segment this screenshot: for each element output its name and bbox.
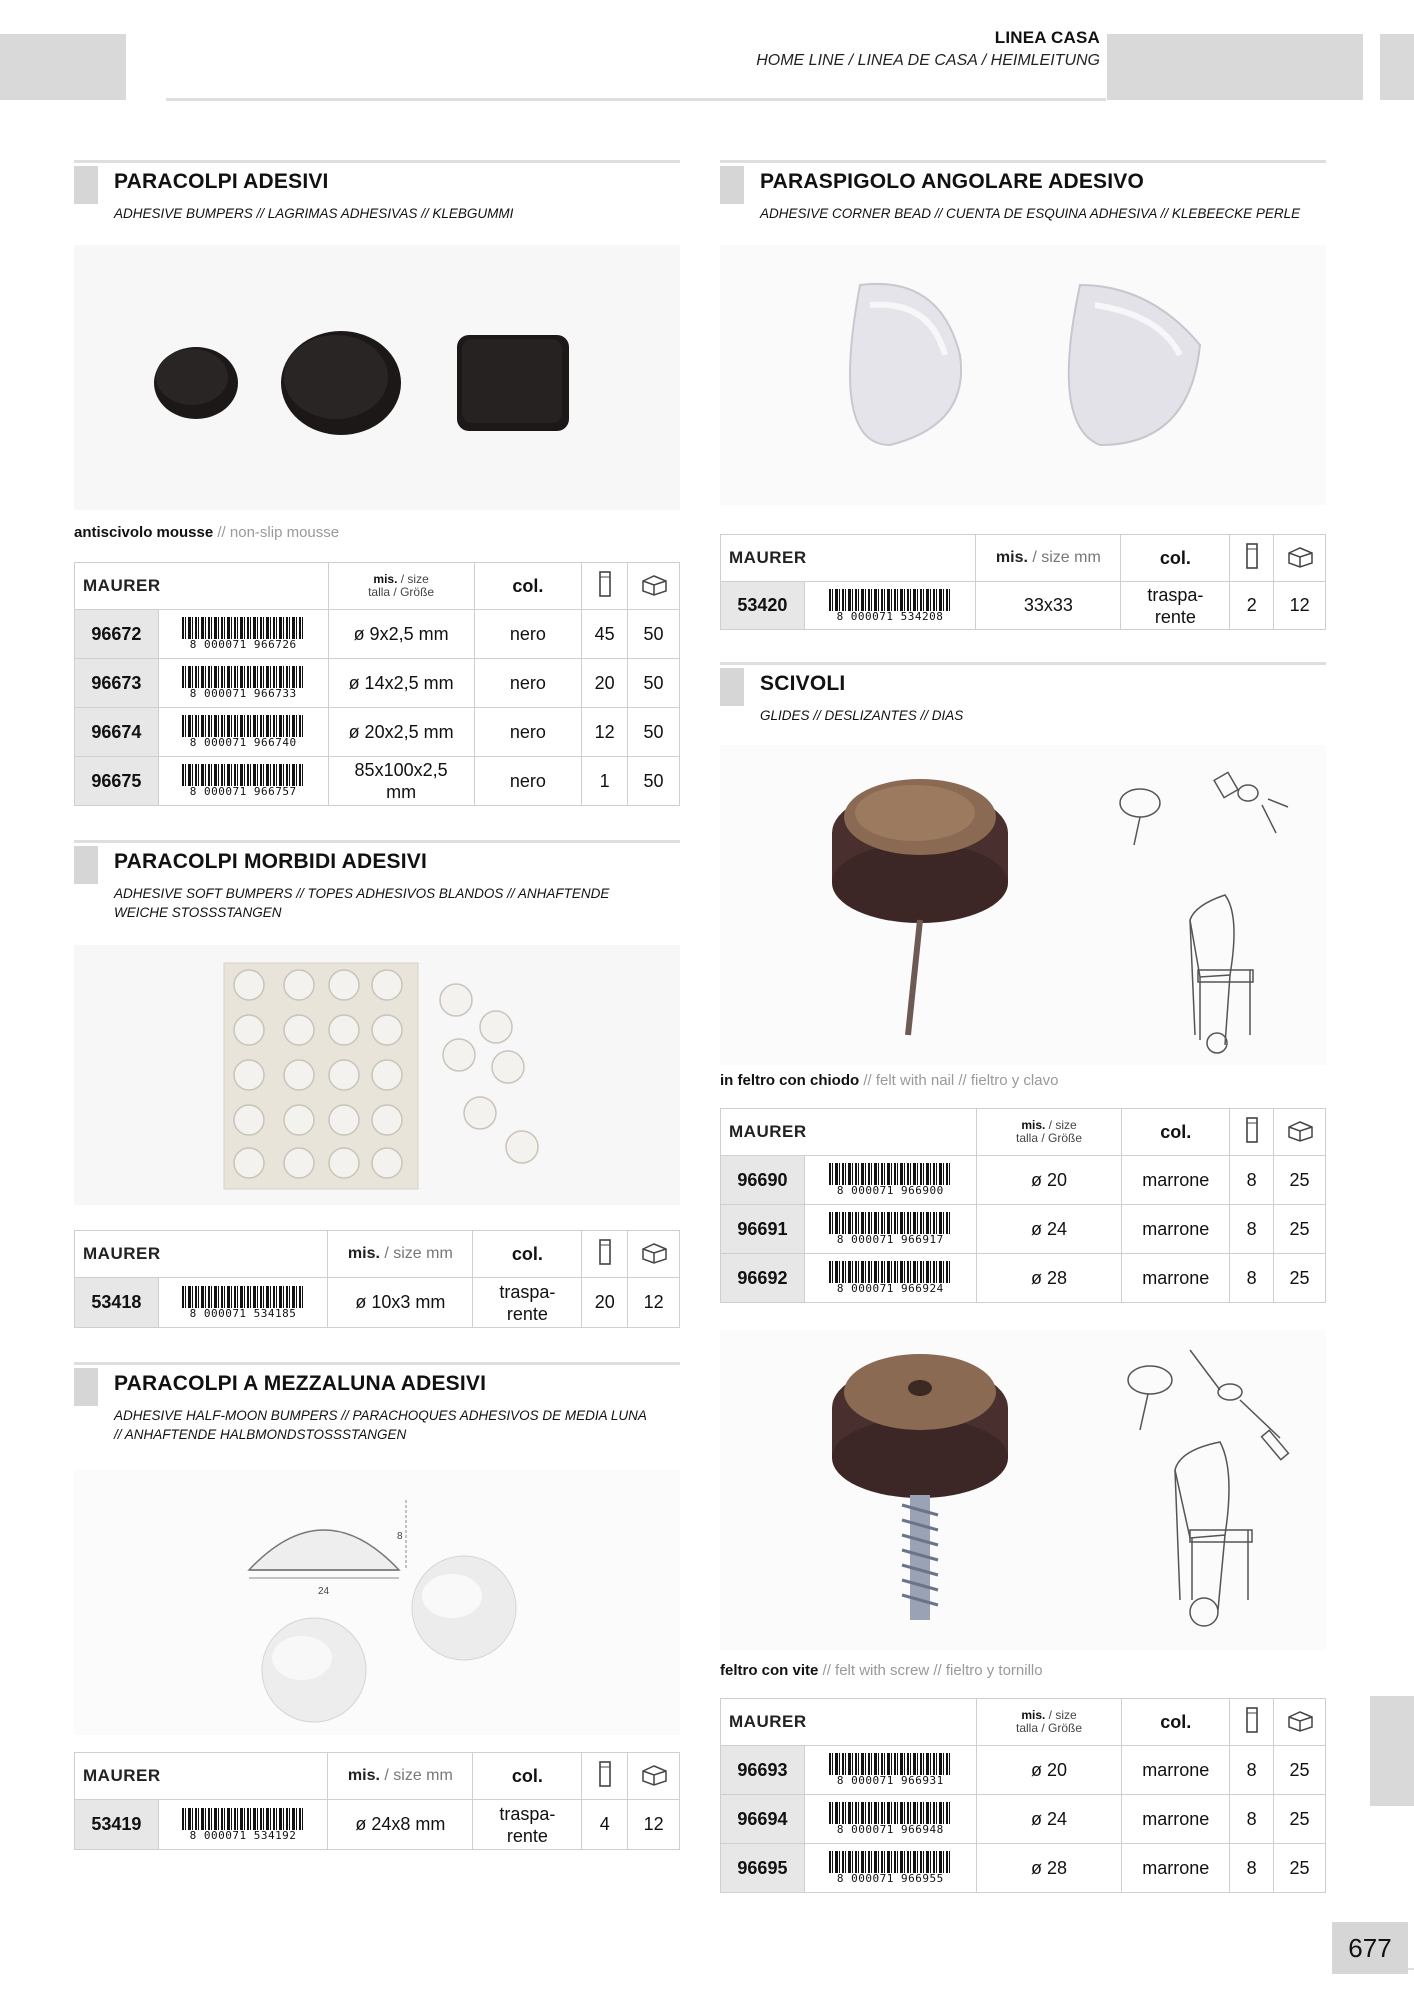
section-subtitle: ADHESIVE SOFT BUMPERS // TOPES ADHESIVOS BLANDOS // ANHAFTENDE WEICHE STOSSSTANGEN	[114, 886, 610, 920]
product-code: 96695	[721, 1844, 805, 1893]
color-header: col.	[473, 1753, 582, 1800]
product-code: 53420	[721, 582, 805, 630]
box-pack-icon	[628, 563, 680, 610]
product-image-corner-bead	[720, 245, 1326, 505]
section-marker	[74, 846, 98, 884]
product-image-bumpers	[74, 245, 680, 510]
section-title: SCIVOLI	[760, 672, 846, 695]
brand-logo: MAURER	[75, 1753, 328, 1800]
barcode: 8 000071 966757	[158, 757, 328, 806]
product-code: 96674	[75, 708, 159, 757]
section-subtitle: ADHESIVE CORNER BEAD // CUENTA DE ESQUINA ADHESIVA // KLEBEECKE PERLE	[760, 206, 1301, 221]
section-subtitle: ADHESIVE BUMPERS // LAGRIMAS ADHESIVAS // KLEBGUMMI	[114, 206, 514, 221]
section-half-moon-bumpers	[74, 1362, 680, 1442]
color-cell: nero	[474, 708, 582, 757]
barcode: 8 000071 966733	[158, 659, 328, 708]
section-glides	[720, 662, 1326, 742]
barcode: 8 000071 966740	[158, 708, 328, 757]
box-pack-icon	[1274, 535, 1326, 582]
caption-translation: // felt with screw // fieltro y tornillo	[818, 1662, 1043, 1679]
color-header: col.	[473, 1231, 582, 1278]
header-rule	[166, 98, 1106, 101]
box-qty-cell: 12	[628, 1278, 680, 1328]
table-row	[721, 1205, 1326, 1254]
unit-qty-cell: 8	[1230, 1205, 1274, 1254]
corner-bead-illustration	[720, 245, 1326, 505]
unit-pack-icon	[1230, 1109, 1274, 1156]
table-row	[721, 1844, 1326, 1893]
unit-qty-cell: 12	[582, 708, 628, 757]
barcode: 8 000071 966924	[804, 1254, 976, 1303]
color-cell: nero	[474, 610, 582, 659]
glide-nail-illustration	[720, 745, 1326, 1065]
barcode: 8 000071 966948	[804, 1795, 976, 1844]
table-row	[75, 659, 680, 708]
section-corner-bead	[720, 160, 1326, 240]
color-cell: traspa-rente	[473, 1800, 582, 1850]
size-cell: ø 24x8 mm	[328, 1800, 473, 1850]
color-cell: marrone	[1122, 1844, 1230, 1893]
product-image-soft-bumpers	[74, 945, 680, 1205]
product-code: 96672	[75, 610, 159, 659]
size-cell: ø 14x2,5 mm	[328, 659, 474, 708]
color-header: col.	[1122, 1699, 1230, 1746]
size-header: mis. / size mm	[976, 535, 1121, 582]
barcode: 8 000071 534192	[158, 1800, 328, 1850]
size-header: mis. / size talla / Größe	[976, 1109, 1122, 1156]
unit-pack-icon	[1230, 535, 1274, 582]
table-row	[75, 1278, 680, 1328]
dim-height-label: 8	[397, 1531, 403, 1542]
unit-qty-cell: 45	[582, 610, 628, 659]
size-cell: ø 24	[976, 1205, 1122, 1254]
product-code: 96691	[721, 1205, 805, 1254]
box-pack-icon	[628, 1231, 680, 1278]
table-row	[721, 1156, 1326, 1205]
brand-logo: MAURER	[75, 1231, 328, 1278]
table-row	[75, 610, 680, 659]
size-cell: 33x33	[976, 582, 1121, 630]
color-cell: nero	[474, 757, 582, 806]
product-code: 96675	[75, 757, 159, 806]
side-tab	[1370, 1696, 1414, 1806]
box-qty-cell: 12	[628, 1800, 680, 1850]
unit-qty-cell: 4	[582, 1800, 628, 1850]
product-image-glide-nail	[720, 745, 1326, 1065]
caption-translation: // non-slip mousse	[213, 524, 340, 541]
caption-non-slip	[74, 524, 339, 541]
brand-logo: MAURER	[75, 563, 329, 610]
size-cell: 85x100x2,5 mm	[328, 757, 474, 806]
color-cell: nero	[474, 659, 582, 708]
box-qty-cell: 25	[1274, 1156, 1326, 1205]
box-pack-icon	[1274, 1699, 1326, 1746]
color-header: col.	[1121, 535, 1230, 582]
product-table-glides-screw	[720, 1698, 1326, 1893]
unit-pack-icon	[1230, 1699, 1274, 1746]
barcode: 8 000071 966726	[158, 610, 328, 659]
color-cell: traspa-rente	[473, 1278, 582, 1328]
product-table-bumpers	[74, 562, 680, 806]
product-code: 96692	[721, 1254, 805, 1303]
section-marker	[74, 166, 98, 204]
color-header: col.	[1122, 1109, 1230, 1156]
section-title: PARACOLPI MORBIDI ADESIVI	[114, 850, 428, 873]
product-code: 53419	[75, 1800, 159, 1850]
table-row	[75, 1800, 680, 1850]
barcode: 8 000071 966917	[804, 1205, 976, 1254]
color-cell: marrone	[1122, 1254, 1230, 1303]
size-cell: ø 28	[976, 1844, 1122, 1893]
unit-qty-cell: 1	[582, 757, 628, 806]
box-qty-cell: 50	[628, 757, 680, 806]
product-code: 96673	[75, 659, 159, 708]
size-header: mis. / size mm	[328, 1231, 473, 1278]
unit-qty-cell: 8	[1230, 1156, 1274, 1205]
box-pack-icon	[1274, 1109, 1326, 1156]
header-right-block	[1107, 34, 1363, 100]
section-marker	[720, 668, 744, 706]
color-header: col.	[474, 563, 582, 610]
barcode: 8 000071 534208	[804, 582, 976, 630]
product-image-glide-screw	[720, 1330, 1326, 1650]
caption-translation: // felt with nail // fieltro y clavo	[859, 1072, 1059, 1089]
section-title: PARACOLPI ADESIVI	[114, 170, 329, 193]
product-table-soft-bumpers	[74, 1230, 680, 1328]
soft-bumpers-illustration	[74, 945, 680, 1205]
unit-qty-cell: 20	[582, 659, 628, 708]
table-row	[721, 582, 1326, 630]
size-cell: ø 20	[976, 1746, 1122, 1795]
barcode: 8 000071 966931	[804, 1746, 976, 1795]
size-cell: ø 9x2,5 mm	[328, 610, 474, 659]
unit-qty-cell: 8	[1230, 1746, 1274, 1795]
color-cell: marrone	[1122, 1156, 1230, 1205]
box-pack-icon	[628, 1753, 680, 1800]
brand-logo: MAURER	[721, 1109, 977, 1156]
product-image-half-moon	[74, 1470, 680, 1735]
unit-qty-cell: 8	[1230, 1844, 1274, 1893]
box-qty-cell: 25	[1274, 1746, 1326, 1795]
color-cell: marrone	[1122, 1746, 1230, 1795]
caption-main: in feltro con chiodo	[720, 1072, 860, 1089]
caption-main: feltro con vite	[720, 1662, 819, 1679]
product-code: 53418	[75, 1278, 159, 1328]
section-subtitle: ADHESIVE HALF-MOON BUMPERS // PARACHOQUES ADHESIVOS DE MEDIA LUNA // ANHAFTENDE HALBMONDSTOSSSTANGEN	[114, 1408, 647, 1442]
table-row	[721, 1746, 1326, 1795]
box-qty-cell: 50	[628, 610, 680, 659]
color-cell: traspa-rente	[1121, 582, 1230, 630]
product-code: 96693	[721, 1746, 805, 1795]
barcode: 8 000071 534185	[158, 1278, 328, 1328]
barcode: 8 000071 966900	[804, 1156, 976, 1205]
glide-screw-illustration	[720, 1330, 1326, 1650]
table-row	[75, 708, 680, 757]
section-adhesive-bumpers	[74, 160, 680, 240]
header-left-block	[0, 34, 126, 100]
size-cell: ø 28	[976, 1254, 1122, 1303]
unit-qty-cell: 20	[582, 1278, 628, 1328]
section-marker	[720, 166, 744, 204]
box-qty-cell: 25	[1274, 1795, 1326, 1844]
header-subtitle: HOME LINE / LINEA DE CASA / HEIMLEITUNG	[756, 52, 1100, 69]
table-row	[75, 757, 680, 806]
color-cell: marrone	[1122, 1795, 1230, 1844]
section-title: PARASPIGOLO ANGOLARE ADESIVO	[760, 170, 1145, 193]
color-cell: marrone	[1122, 1205, 1230, 1254]
dim-width-label: 24	[318, 1586, 330, 1597]
page-number: 677	[1332, 1922, 1408, 1974]
section-title: PARACOLPI A MEZZALUNA ADESIVI	[114, 1372, 487, 1395]
header-edge-block	[1380, 34, 1414, 100]
product-table-glides-nail	[720, 1108, 1326, 1303]
box-qty-cell: 25	[1274, 1844, 1326, 1893]
product-table-half-moon	[74, 1752, 680, 1850]
size-header: mis. / size talla / Größe	[328, 563, 474, 610]
brand-logo: MAURER	[721, 535, 976, 582]
size-cell: ø 20	[976, 1156, 1122, 1205]
caption-main: antiscivolo mousse	[74, 524, 214, 541]
unit-pack-icon	[582, 1753, 628, 1800]
size-header: mis. / size mm	[328, 1753, 473, 1800]
box-qty-cell: 25	[1274, 1205, 1326, 1254]
half-moon-illustration	[74, 1470, 680, 1735]
size-header: mis. / size talla / Größe	[976, 1699, 1122, 1746]
box-qty-cell: 50	[628, 708, 680, 757]
header-title: LINEA CASA	[994, 28, 1100, 47]
size-cell: ø 10x3 mm	[328, 1278, 473, 1328]
unit-qty-cell: 2	[1230, 582, 1274, 630]
box-qty-cell: 25	[1274, 1254, 1326, 1303]
size-cell: ø 24	[976, 1795, 1122, 1844]
box-qty-cell: 12	[1274, 582, 1326, 630]
unit-pack-icon	[582, 1231, 628, 1278]
box-qty-cell: 50	[628, 659, 680, 708]
product-table-corner-bead	[720, 534, 1326, 630]
unit-pack-icon	[582, 563, 628, 610]
unit-qty-cell: 8	[1230, 1254, 1274, 1303]
section-marker	[74, 1368, 98, 1406]
caption-felt-nail	[720, 1072, 1058, 1089]
brand-logo: MAURER	[721, 1699, 977, 1746]
product-code: 96690	[721, 1156, 805, 1205]
section-soft-bumpers	[74, 840, 680, 920]
bumpers-illustration	[74, 245, 680, 510]
product-code: 96694	[721, 1795, 805, 1844]
caption-felt-screw	[720, 1662, 1043, 1679]
unit-qty-cell: 8	[1230, 1795, 1274, 1844]
size-cell: ø 20x2,5 mm	[328, 708, 474, 757]
table-row	[721, 1795, 1326, 1844]
section-subtitle: GLIDES // DESLIZANTES // DIAS	[760, 708, 964, 723]
barcode: 8 000071 966955	[804, 1844, 976, 1893]
table-row	[721, 1254, 1326, 1303]
